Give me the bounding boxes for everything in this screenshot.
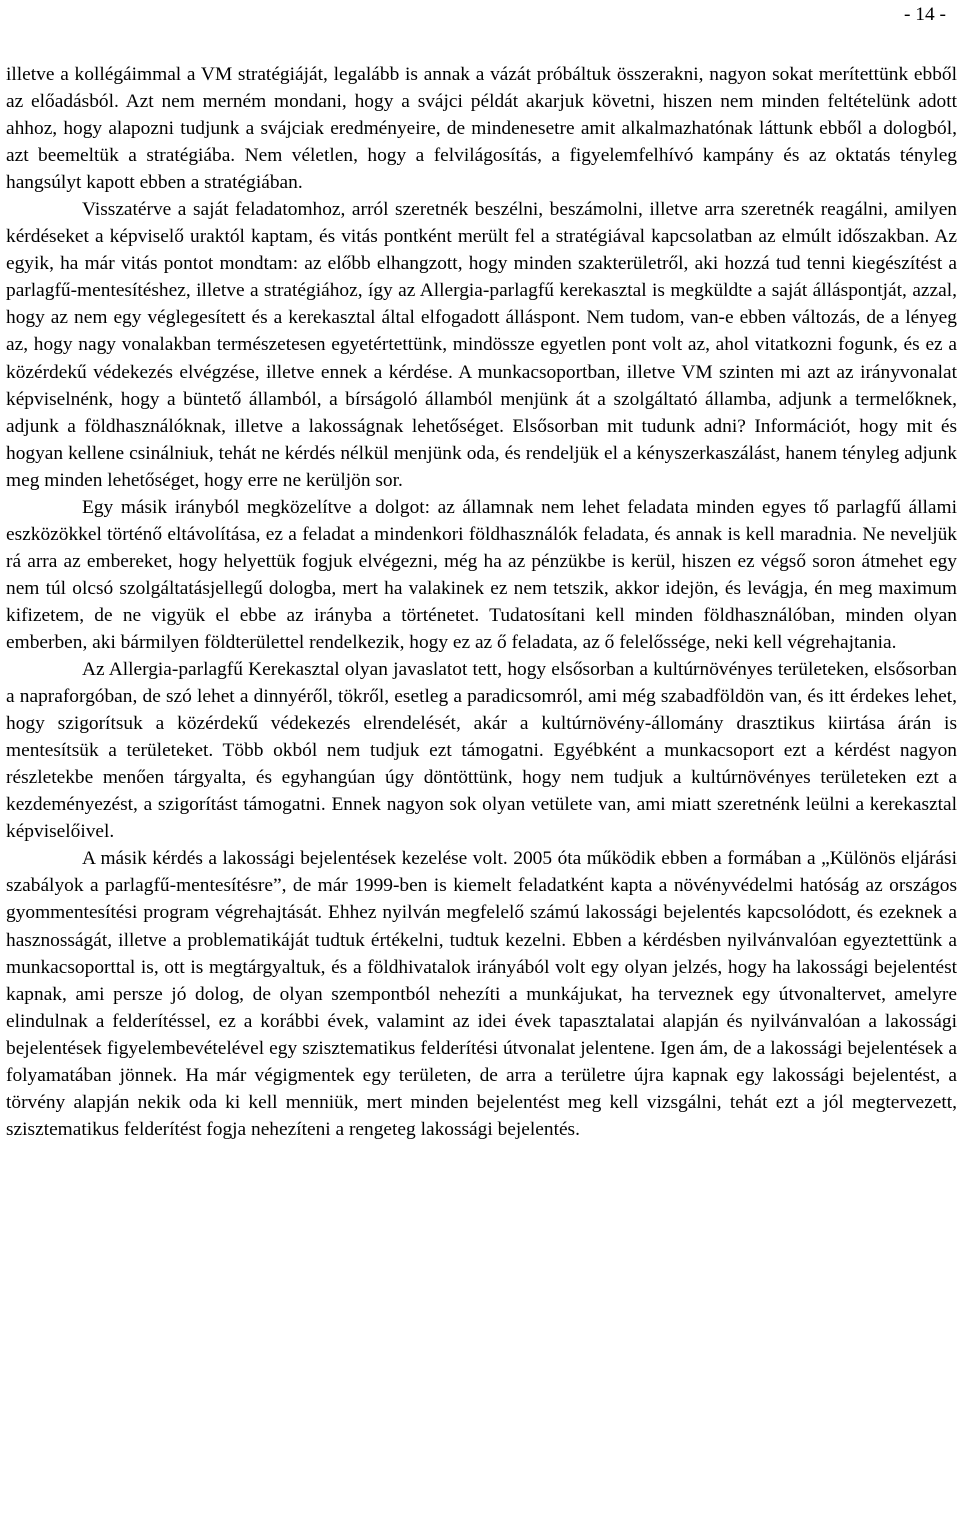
paragraph: Visszatérve a saját feladatomhoz, arról szeretnék beszélni, beszámolni, illetve arra szeretnék reagálni, amilyen kérdéseket a képviselő uraktól kaptam, és vitás pontként merült fel a stratégiával kapcsolatban az elmúlt időszakban. Az egyik, ha már vitás pontot mondtam: az előbb elhangzott, hogy minden szakterületről, aki hozzá tud tenni kiegészítést a parlagfű-mentesítéshez, illetve a stratégiához, így az Allergia-parlagfű kerekasztal is megküldte a saját álláspontját, azzal, hogy az nem egy véglegesített és a kerekasztal által elfogadott álláspont. Nem tudom, van-e ebben változás, de a lényeg az, hogy nagy vonalakban természetesen egyetértettünk, mindössze egyetlen pont volt az, ahol vitatkozni fogunk, és ez a közérdekű védekezés elvégzése, illetve ennek a kérdése. A munkacsoportban, illetve VM szinten mi azt az irányvonalat képviselnénk, hogy a büntető államból, a bírságoló államból menjünk át a szolgáltató államba, adjunk a termelőknek, adjunk a földhasználóknak, illetve a lakosságnak lehetőséget. Elsősorban mit tudunk adni? Információt, hogy mit és hogyan kellene csinálniuk, tehát ne kérdés nélkül menjünk oda, és rendeljük el a kényszerkaszálást, hanem tényleg adjunk meg minden lehetőséget, hogy erre ne kerüljön sor. — [6, 199, 957, 491]
document-body — [6, 61, 957, 1143]
paragraph: Az Allergia-parlagfű Kerekasztal olyan javaslatot tett, hogy elsősorban a kultúrnövényes területeken, elsősorban a napraforgóban, de szó lehet a dinnyéről, tökről, esetleg a paradicsomról, ami még szabadföldön van, és itt érdekes lehet, hogy szigorítsuk a közérdekű védekezés elrendelését, akár a kultúrnövény-állomány drasztikus kiirtása árán is mentesítsük a területeket. Több okból nem tudjuk ezt támogatni. Egyébként a munkacsoport ezt a kérdést nagyon részletekbe menően tárgyalta, és egyhangúan úgy döntöttünk, hogy nem tudjuk a kultúrnövényes területeken ezt a kezdeményezést, a szigorítást támogatni. Ennek nagyon sok olyan vetülete van, ami miatt szeretnénk leülni a kerekasztal képviselőivel. — [6, 659, 957, 843]
paragraph: Egy másik irányból megközelítve a dolgot: az államnak nem lehet feladata minden egyes tő parlagfű állami eszközökkel történő eltávolítása, ez a feladat a mindenkori földhasználók feladata, és annak is kell maradnia. Ne neveljük rá arra az embereket, hogy helyettük fogjuk elvégezni, még ha az pénzükbe is kerül, hiszen ez végső soron átmehet egy nem túl olcsó szolgáltatásjellegű dologba, mert ha valakinek ez nem tetszik, akkor idejön, és levágja, én meg maximum kifizetem, de ne vigyük el ebbe az irányba a történetet. Tudatosítani kell minden földhasználóban, minden olyan emberben, aki bármilyen földterülettel rendelkezik, hogy ez az ő feladata, az ő felelőssége, neki kell végrehajtania. — [6, 496, 957, 653]
paragraph: illetve a kollégáimmal a VM stratégiáját, legalább is annak a vázát próbáltuk összerakni, nagyon sokat merítettünk ebből az előadásból. Azt nem merném mondani, hogy a svájci példát akarjuk követni, hiszen nem minden feltételünk adott ahhoz, hogy alapozni tudjunk a svájciak eredményeire, de mindenesetre amit alkalmazhatónak láttunk ebből a dologból, azt beemeltük a stratégiába. Nem véletlen, hogy a felvilágosítás, a figyelemfelhívó kampány és az oktatás tényleg hangsúlyt kapott ebben a stratégiában. — [6, 64, 957, 194]
paragraph: A másik kérdés a lakossági bejelentések kezelése volt. 2005 óta működik ebben a formában a „Különös eljárási szabályok a parlagfű-mentesítésre”, de már 1999-ben is kiemelt feladatként kapta a növényvédelmi hatóság az országos gyommentesítési program végrehajtását. Ehhez nyilván megfelelő számú lakossági bejelentés kapcsolódott, és ezeknek a hasznosságát, illetve a problematikáját tudtuk értékelni, tudtuk kezelni. Ebben a kérdésben nyilvánvalóan egyeztettünk a munkacsoporttal is, ott is megtárgyaltuk, és a földhivatalok irányából volt egy olyan jelzés, hogy ha lakossági bejelentést kapnak, ami persze jó dolog, de olyan szempontból nehezíti a munkájukat, ha terveznek egy útvonaltervet, amelyre elindulnak a felderítéssel, ez a korábbi évek, valamint az idei évek tapasztalatai alapján és nyilvánvalóan a lakossági bejelentések figyelembevételével egy szisztematikus felderítési útvonalat jelentene. Igen ám, de a lakossági bejelentések a folyamatában jönnek. Ha már végigmentek egy területen, de arra a területre újra kapnak egy lakossági bejelentést, a törvény alapján nekik oda ki kell menniük, mert minden bejelentést meg kell vizsgálni, tehát ezt a jól megtervezett, szisztematikus felderítést fogja nehezíteni a rengeteg lakossági bejelentés. — [6, 848, 957, 1140]
page-number: - 14 - — [903, 4, 946, 25]
